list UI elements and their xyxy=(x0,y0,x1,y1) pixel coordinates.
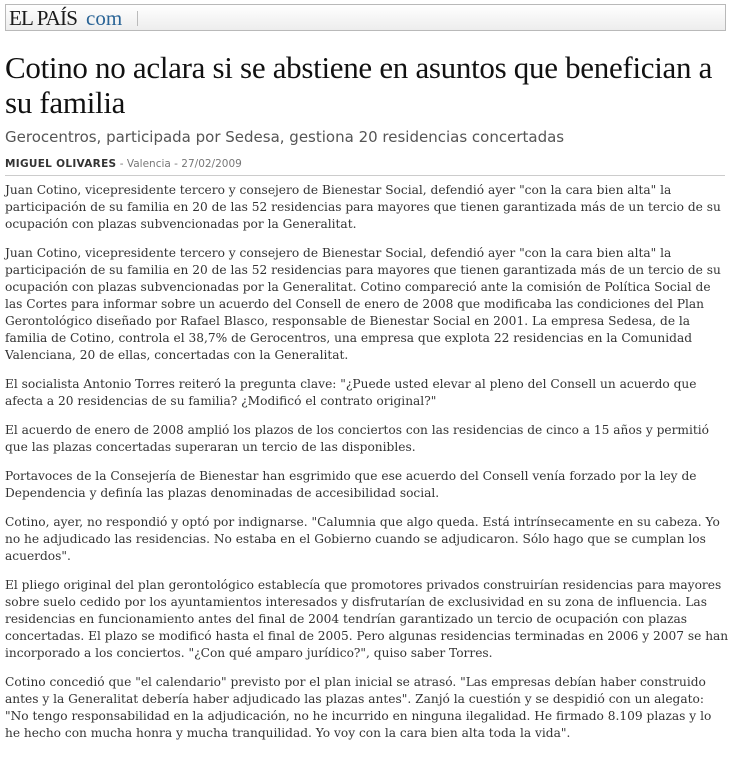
article-headline: Cotino no aclara si se abstiene en asuntos que benefician a su familia xyxy=(5,50,713,120)
article-paragraph: Cotino, ayer, no respondió y optó por indignarse. "Calumnia que algo queda. Está intrínsecamente en su cabeza. Yo no he adjudicado las residencias. No estaba en el Gobierno cuando se adjudicaron. Sólo hago que se cumplan los acuerdos". xyxy=(5,515,720,563)
site-logo-suffix[interactable]: com xyxy=(86,6,123,30)
article-subtitle: Gerocentros, participada por Sedesa, gestiona 20 residencias concertadas xyxy=(5,128,565,146)
article-paragraph: El acuerdo de enero de 2008 amplió los plazos de los conciertos con las residencias de cinco a 15 años y permitió que las plazas concertadas superaran un tercio de las disponibles. xyxy=(5,423,710,454)
masthead-bar xyxy=(5,4,726,31)
author-name[interactable]: MIGUEL OLIVARES xyxy=(5,158,117,170)
article-paragraph: El pliego original del plan gerontológico establecía que promotores privados construirían residencias para mayores sobre suelo cedido por los ayuntamientos interesados y disfrutarían de exclusividad en su zona de influencia. Las residencias en funcionamiento antes del final de 2004 tendrían garantizado un tercio de ocupación con plazas concertadas. El plazo se modificó hasta el final de 2005. Pero algunas residencias terminadas en 2006 y 2007 se han incorporado a los conciertos. "¿Con qué amparo jurídico?", quiso saber Torres. xyxy=(5,578,729,660)
article-body xyxy=(5,182,729,754)
article-paragraph: Juan Cotino, vicepresidente tercero y consejero de Bienestar Social, defendió ayer "con la cara bien alta" la participación de su familia en 20 de las 52 residencias para mayores que tienen garantizada más de un tercio de su ocupación con plazas subvencionadas por la Generalitat. xyxy=(5,183,721,231)
location-date: - Valencia - 27/02/2009 xyxy=(116,158,242,170)
masthead-divider xyxy=(137,11,138,26)
article-paragraph: Cotino concedió que "el calendario" previsto por el plan inicial se atrasó. "Las empresas debían haber construido antes y la Generalitat debería haber adjudicado las plazas antes". Zanjó la cuestión y se despidió con un alegato: "No tengo responsabilidad en la adjudicación, no he incurrido en ninguna ilegalidad. He firmado 8.109 plazas y lo he hecho con mucha honra y mucha tranquilidad. Yo voy con la cara bien alta toda la vida". xyxy=(5,675,712,740)
article-paragraph: El socialista Antonio Torres reiteró la pregunta clave: "¿Puede usted elevar al pleno del Consell un acuerdo que afecta a 20 residencias de su familia? ¿Modificó el contrato original?" xyxy=(5,377,697,408)
site-logo[interactable]: EL PAÍS xyxy=(9,6,78,30)
article-paragraph: Juan Cotino, vicepresidente tercero y consejero de Bienestar Social, defendió ayer "con la cara bien alta" la participación de su familia en 20 de las 52 residencias para mayores que tienen garantizada más de un tercio de su ocupación con plazas subvencionadas por la Generalitat. Cotino compareció ante la comisión de Política Social de las Cortes para informar sobre un acuerdo del Consell de enero de 2008 que modificaba las condiciones del Plan Gerontológico diseñado por Rafael Blasco, responsable de Bienestar Social en 2001. La empresa Sedesa, de la familia de Cotino, controla el 38,7% de Gerocentros, una empresa que explota 22 residencias en la Comunidad Valenciana, 20 de ellas, concertadas con la Generalitat. xyxy=(5,246,721,362)
article-byline xyxy=(5,157,242,171)
article-paragraph: Portavoces de la Consejería de Bienestar han esgrimido que ese acuerdo del Consell venía forzado por la ley de Dependencia y definía las plazas denominadas de accesibilidad social. xyxy=(5,469,697,500)
byline-divider xyxy=(5,175,725,176)
